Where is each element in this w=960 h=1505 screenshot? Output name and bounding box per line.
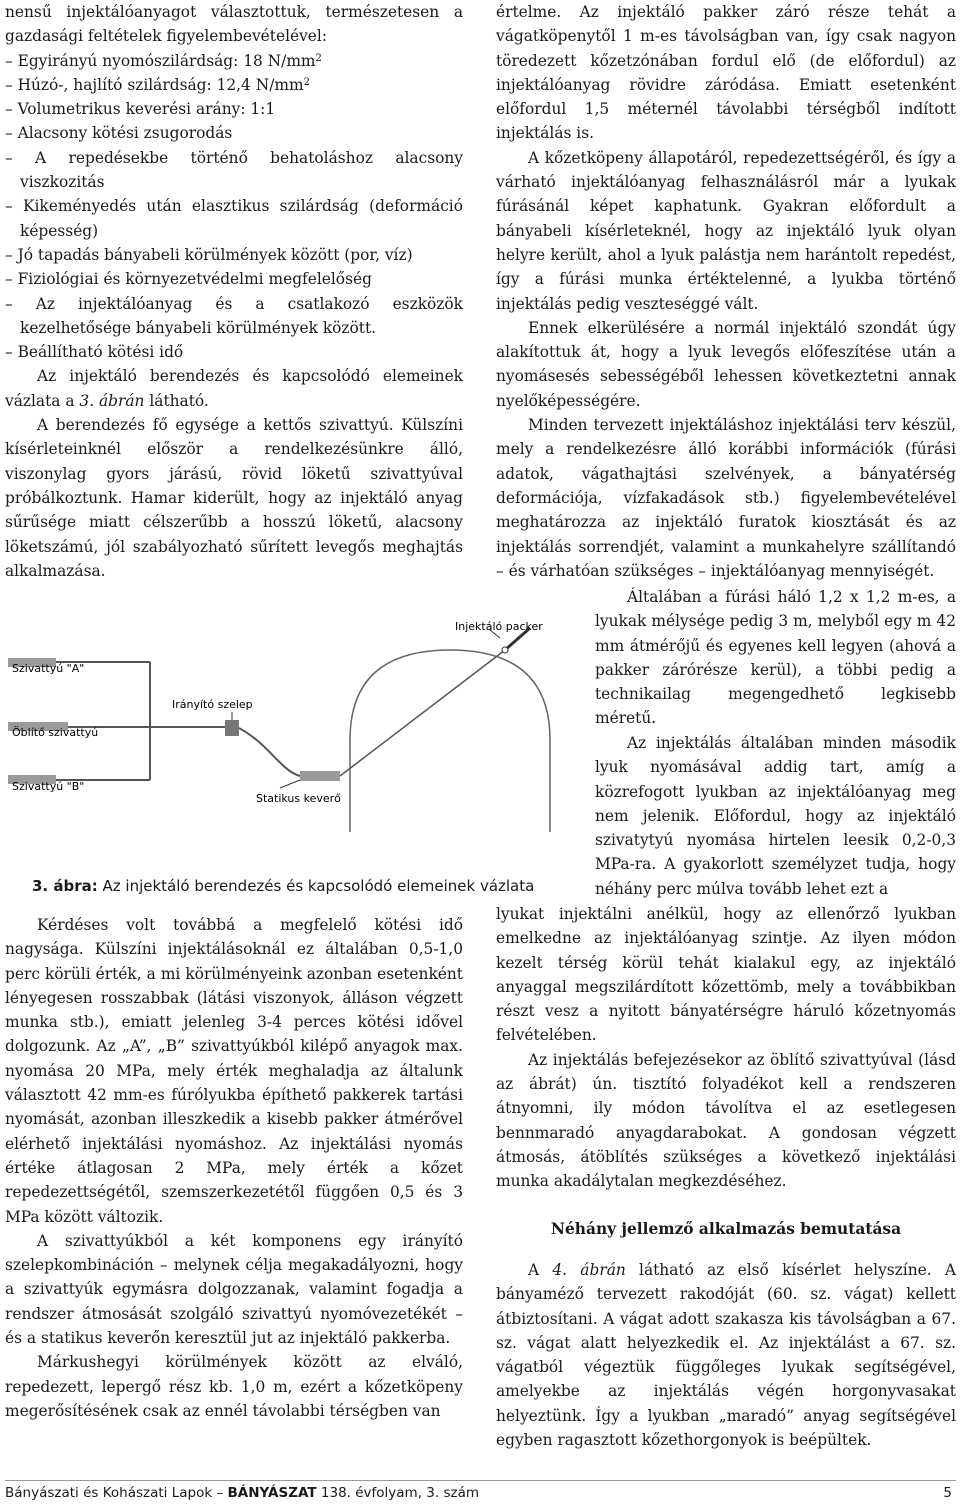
footer-rule: [5, 1480, 956, 1481]
page-footer: [5, 1483, 956, 1503]
footer-journal: Bányászati és Kohászati Lapok – BÁNYÁSZAT 138. évfolyam, 3. szám: [5, 1485, 480, 1501]
paragraph: Általában a fúrási háló 1,2 x 1,2 m-es, a lyukak mélysége pedig 3 m, melyből egy m 42 mm átmérőjű és egyenes kell legyen (ahová a pakker zárórésze kerül), a többi pedig a technikailag megengedhető legkisebb méretű.: [595, 588, 956, 728]
paragraph: Minden tervezett injektáláshoz injektálási terv készül, mely a rendelkezésre álló korábbi információk (fúrási adatok, vágathajtási szelvények, a bányatérség deformációja, vízfakadások stb.) figyelembevételével meghatározza az injektáló furatok kiosztását és az injektálás sorrendjét, valamint a munkahelyre szállítandó – és várhatóan szükséges – injektálóanyag mennyiségét.: [496, 416, 956, 580]
figure-reference-paragraph: A 4. ábrán látható az első kísérlet helyszíne. A bányaméző tervezett rakodóját (60. sz. vágat) kellett átbiztosítani. A vágat adott szakasza kis távolságban a 67. sz. vágat alatt helyezkedik el. Az injektálást a 67. sz. vágatból végeztük függőleges lyukak segítségével, amelyekbe az injektálás végén horgonyvasakat helyeztünk. Így a lyukban „maradó” anyag segítségével egyben ragasztott kőzethorgonyok is beépültek.: [496, 1261, 956, 1450]
mixer-pointer: [280, 780, 300, 788]
paragraph: A szivattyúkból a két komponens egy irányító szelepkombináción – melynek célja megakadályozni, hogy a szivattyúk egymásra dolgozzanak, valamint fogadja a rendszer átmosását szolgáló szivattyú nyomóvezetékét – és a statikus keverőn keresztül jut az injektáló pakkerba.: [5, 1231, 463, 1348]
figure-3-diagram: [0, 620, 565, 840]
paragraph: értelme. Az injektáló pakker záró része tehát a vágatköpenytől 1 m-es távolságban van, így csak nagyon töredezett kőzetzónában fordul elő (de előfordul) az injektálóanyag rövidre záródása. Emiatt esetenként előfordul 1,5 méternél távolabbi térségből indított injektálás is.: [496, 3, 956, 143]
paragraph: Az injektálás befejezésekor az öblítő szivattyúval (lásd az ábrát) ún. tisztító folyadékot kell a rendszeren átnyomni, ily módon távolítva el az esetlegesen bennmaradó anyagdarabokat. A gondosan végzett átmosás, átöblítés szükséges a következő injektálási munka akadálytalan megkezdéséhez.: [496, 1050, 956, 1191]
tunnel-outline: [350, 650, 550, 832]
left-column-lower: [5, 913, 463, 1423]
page-number: 5: [943, 1485, 952, 1501]
control-valve: [225, 720, 239, 736]
valve-label: Irányító szelep: [172, 698, 253, 711]
figure-reference: 3. ábrán: [79, 391, 145, 410]
paragraph: A berendezés fő egysége a kettős szivattyú. Külszíni kísérleteinknél először a rendelkezésünkre álló, viszonylag gyors járású, rövid löketű szivattyúval próbálkoztunk. Hamar kiderült, hogy az injektáló anyag sűrűsége miatt célszerűbb a hosszú löketű, alacsony löketszámú, jól szabályozható sűrített levegős meghajtás alkalmazása.: [5, 416, 463, 580]
intro-paragraph: nensű injektálóanyagot választottuk, természetesen a gazdasági feltételek figyelembevételével:: [5, 3, 463, 46]
list-item: – Jó tapadás bányabeli körülmények között (por, víz): [5, 245, 413, 264]
mixer-label: Statikus keverő: [256, 792, 341, 805]
paragraph: Ennek elkerülésére a normál injektáló szondát úgy alakítottuk át, hogy a lyuk levegős előfeszítése után a nyomásesés sebességéből lehessen következtetni annak nyelőképességére.: [496, 318, 956, 410]
spec-tensile-strength: – Húzó-, hajlító szilárdság: 12,4 $N/mm^2$: [5, 75, 310, 94]
right-column-lower: [496, 902, 956, 1194]
list-item: – Beállítható kötési idő: [5, 343, 184, 362]
list-item: – Fiziológiai és környezetvédelmi megfelelőség: [5, 270, 372, 289]
paragraph: A kőzetköpeny állapotáról, repedezettségéről, és így a várható injektálóanyag felhasználásról már a lyukak fúrásánál képet kaphatunk. Gyakran előfordult a bányabeli kísérleteknél, hogy az injektáló lyuk olyan helyre került, ahol a lyuk palástja nem harántolt repedést, így a fúrási munka értéktelenné, a lyukba történő injektálás pedig veszteséggé vált.: [496, 148, 956, 313]
paragraph: Kérdéses volt továbbá a megfelelő kötési idő nagysága. Külszíni injektálásoknál ez általában 0,5-1,0 perc körüli érték, a mi körülményeink azonban esetenként lényegesen rosszabbak (látási viszonyok, álláson végzett munka stb.), emiatt jelenleg 3-4 perces kötési idővel dolgozunk. Az „A”, „B” szivattyúkból kilépő anyagok max. nyomása 20 MPa, mely érték meghaladja az általunk választott 42 mm-es fúrólyukba építhető pakkerek tartási nyomását, azonban illeszkedik a kisebb pakker átmérővel elérhető injektálási nyomáshoz. Az injektálási nyomás értéke átlagosan 2 MPa, mely érték a kőzet repedezettségétől, szemszerkezetétől függően 0,5 és 3 MPa között változik.: [5, 916, 463, 1226]
right-column: [496, 0, 956, 583]
hose-to-mixer: [239, 728, 300, 776]
paragraph: lyukat injektálni anélkül, hogy az ellenőrző lyukban emelkedne az injektálóanyag szintje. Az ilyen módon kezelt térség körül tehát kialakul egy, az injektáló anyaggal megszilárdított kőzettömb, mely a továbbikban részt vesz a nyitott bányatérségre háruló kőzetnyomás felvételében.: [496, 905, 956, 1045]
left-column: [5, 0, 463, 583]
flush-pump-label: Öblítő szivattyú: [12, 726, 99, 739]
list-item: – A repedésekbe történő behatoláshoz alacsony viszkozitás: [5, 148, 463, 192]
paragraph: Márkushegyi körülmények között az elváló, repedezett, lepergő rész kb. 1,0 m, ezért a kőzetköpeny megerősítésének csak az ennél távolabbi térségben van: [5, 1353, 463, 1420]
section-heading: Néhány jellemző alkalmazás bemutatása: [550, 1220, 902, 1238]
spec-compressive-strength: – Egyirányú nyomószilárdság: 18 $N/mm^2$: [5, 51, 322, 70]
list-item: – Kikeményedés után elasztikus szilárdság (deformáció képesség): [5, 197, 463, 240]
spec-shrinkage: – Alacsony kötési zsugorodás: [5, 124, 233, 143]
right-column-final: [496, 1258, 956, 1452]
packer-head: [502, 647, 508, 653]
figure-reference-paragraph: Az injektáló berendezés és kapcsolódó elemeinek vázlata a 3. ábrán látható.: [5, 367, 463, 410]
packer-label: Injektáló packer: [455, 620, 543, 633]
pump-a-label: Szivattyú "A": [12, 662, 85, 675]
pump-b-label: Szivattyú "B": [12, 780, 85, 793]
paragraph: Az injektálás általában minden második lyuk nyomásával addig tart, amíg a közrefogott lyukban az injektálóanyag meg nem jelenik. Előfordul, hogy az injektáló szivatytyú nyomása hirtelen leesik 0,2-0,3 MPa-ra. A gyakorlott személyzet tudja, hogy néhány perc múlva tovább lehet ezt a: [595, 734, 956, 898]
list-item: – Az injektálóanyag és a csatlakozó eszközök kezelhetősége bányabeli körülmények között.: [5, 294, 463, 337]
static-mixer: [300, 771, 340, 781]
spec-mixing-ratio: – Volumetrikus keverési arány: 1:1: [5, 100, 276, 119]
packer-hose: [340, 650, 505, 776]
figure-caption: 3. ábra: Az injektáló berendezés és kapcsolódó elemeinek vázlata: [32, 877, 535, 895]
figure-reference: 4. ábrán: [552, 1261, 626, 1279]
